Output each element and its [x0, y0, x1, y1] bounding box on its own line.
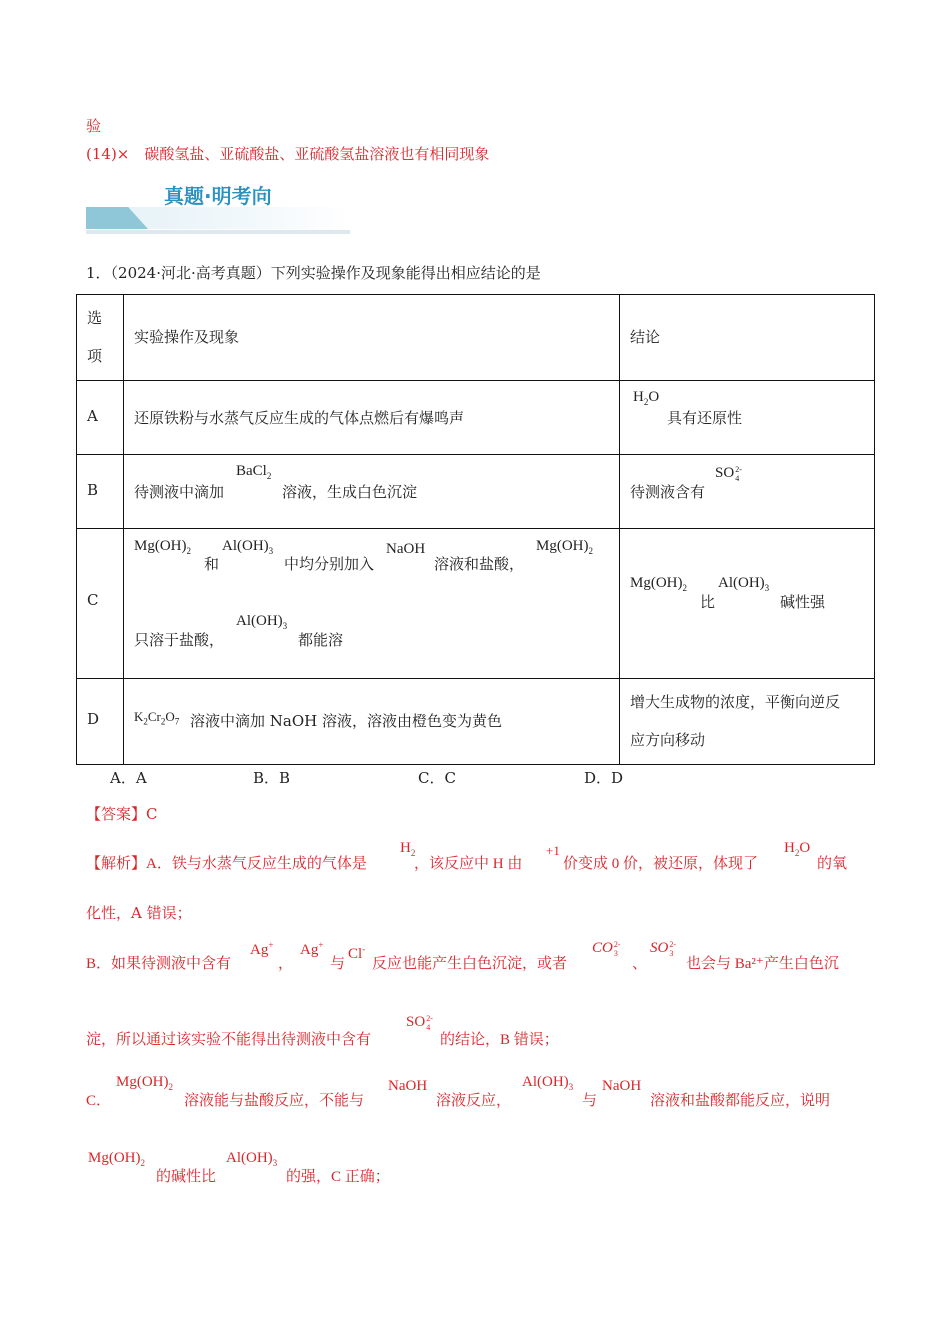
- choice-d: D．D: [584, 769, 624, 787]
- analysis-c-line1: C． $Mg(OH)_2$ 溶液能与盐酸反应，不能与 NaOH 溶液反应， $Al(OH)_3$ 与 NaOH 溶液和盐酸都能反应，说明: [86, 1074, 831, 1109]
- table-row: C $Mg(OH)_2$ 和 $Al(OH)_3$ 中均分别加入 NaOH 溶液和盐酸， $Mg(OH)_2$ 只溶于盐酸， $Al(OH)_3$ 都能溶 $Mg(OH)_2$ 比 $Al(OH)_3$ 碱性强: [77, 529, 875, 679]
- analysis-b-line1: B．如果待测液中含有 Ag+ ， Ag+ 与 Cl- 反应也能产生白色沉淀，或者 CO 2- 3 、 SO 2- 3 也会与 Ba²⁺产生白色沉: [86, 940, 839, 972]
- row-operation: 还原铁粉与水蒸气反应生成的气体点燃后有爆鸣声: [134, 409, 465, 427]
- formula-h2o: $H_2O$: [633, 389, 660, 407]
- analysis-a-line2: 化性，A 错误；: [86, 904, 192, 922]
- formula-h2: $H_2$: [400, 840, 416, 858]
- ion-ag: Ag+: [300, 940, 324, 958]
- table-row: B 待测液中滴加 BaCl$_2$ 溶液，生成白色沉淀 待测液含有 SO 2- 4: [77, 455, 875, 529]
- question-stem: 1．（2024·河北·高考真题）下列实验操作及现象能得出相应结论的是: [86, 264, 541, 282]
- formula-k2cr2o7: $K_2Cr_2O_7$: [134, 709, 180, 727]
- header-option-line2: 项: [87, 347, 103, 365]
- formula-naoh: NaOH: [386, 541, 426, 557]
- row-option: C: [87, 591, 99, 609]
- formula-sulfate: SO 2- 4: [715, 465, 742, 483]
- header-option: [77, 295, 124, 381]
- formula-mgoh2: $Mg(OH)_2$: [630, 575, 687, 593]
- answer-label: 【答案】C: [86, 805, 158, 823]
- ion-sulfite: SO 2- 3: [650, 940, 677, 958]
- row-option: B: [87, 481, 99, 499]
- formula-aloh3: $Al(OH)_3$: [718, 575, 770, 593]
- row-conclusion: 具有还原性: [667, 409, 743, 427]
- formula-aloh3: $Al(OH)_3$: [222, 538, 274, 556]
- formula-mgoh2: $Mg(OH)_2$: [116, 1074, 173, 1092]
- formula-naoh: NaOH: [602, 1078, 642, 1094]
- analysis-c-line2: $Mg(OH)_2$ 的碱性比 $Al(OH)_3$ 的强，C 正确；: [88, 1150, 390, 1185]
- choice-c: C．C: [418, 769, 456, 787]
- formula-mgoh2: $Mg(OH)_2$: [536, 538, 593, 556]
- header-conclusion: 结论: [620, 295, 875, 381]
- ion-ag: Ag+: [250, 940, 274, 958]
- formula-naoh: NaOH: [388, 1078, 428, 1094]
- previous-answer-tail: 验: [86, 117, 102, 135]
- ion-carbonate: CO 2- 3: [592, 940, 621, 958]
- section-title: 真题·明考向: [164, 184, 272, 208]
- formula-aloh3: $Al(OH)_3$: [522, 1074, 574, 1092]
- choice-a: A．A: [110, 769, 147, 787]
- ion-cl: Cl-: [348, 944, 366, 962]
- analysis-a-line1: 【解析】A．铁与水蒸气反应生成的气体是 $H_2$ ，该反应中 H 由 +1 价变成 0 价，被还原，体现了 $H_2O$ 的氧: [86, 840, 848, 872]
- oxidation-state: +1: [546, 843, 560, 858]
- formula-h2o: $H_2O$: [784, 840, 811, 858]
- table-row: [77, 381, 875, 455]
- formula-bacl2: BaCl$_2$: [236, 463, 272, 481]
- choice-b: B．B: [253, 769, 291, 787]
- table-header-row: [77, 295, 875, 381]
- header-option-line1: 选: [87, 309, 103, 327]
- formula-aloh3: $Al(OH)_3$: [236, 613, 288, 631]
- row-option: A: [87, 407, 98, 425]
- question-table: [76, 294, 875, 765]
- ion-sulfate: SO 2- 4: [406, 1014, 433, 1032]
- formula-mgoh2: $Mg(OH)_2$: [88, 1150, 145, 1168]
- section-banner-underline: [86, 230, 350, 234]
- table-row: D $K_2Cr_2O_7$ 溶液中滴加 NaOH 溶液，溶液由橙色变为黄色 增大生成物的浓度，平衡向逆反 应方向移动: [77, 679, 875, 765]
- previous-answer-14: (14)× 碳酸氢盐、亚硫酸盐、亚硫酸氢盐溶液也有相同现象: [86, 145, 490, 163]
- formula-aloh3: $Al(OH)_3$: [226, 1150, 278, 1168]
- header-operation: 实验操作及现象: [124, 295, 620, 381]
- analysis-b-line2: 淀，所以通过该实验不能得出待测液中含有 SO 2- 4 的结论，B 错误；: [86, 1014, 559, 1048]
- formula-mgoh2: $Mg(OH)_2$: [134, 538, 191, 556]
- row-option: D: [87, 710, 100, 728]
